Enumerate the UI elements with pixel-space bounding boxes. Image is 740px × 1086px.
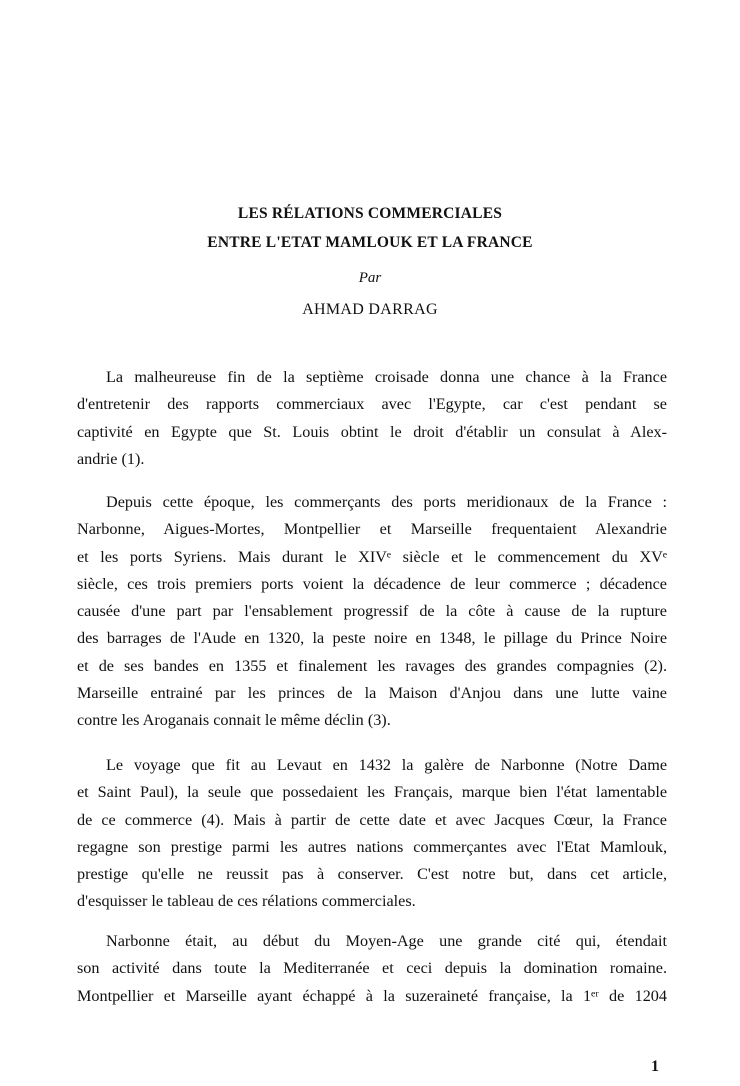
page-number: 1 <box>651 1058 659 1075</box>
text-line: de ce commerce (4). Mais à partir de cette date et avec Jacques Cœur, la France <box>77 810 667 829</box>
text-line: et Saint Paul), la seule que possedaient les Français, marque bien l'état lamentable <box>77 783 667 802</box>
text-line: Narbonne était, au début du Moyen-Age une grande cité qui, étendait <box>106 932 667 950</box>
text-line: d'esquisser le tableau de ces rélations commerciales. <box>77 892 416 911</box>
text-line: contre les Aroganais connait le même déclin (3). <box>77 711 391 730</box>
text-line: Narbonne, Aigues-Mortes, Montpellier et Marseille frequentaient Alexandrie <box>77 520 667 539</box>
text-line: d'entretenir des rapports commerciaux avec l'Egypte, car c'est pendant se <box>77 395 667 414</box>
text-line: La malheureuse fin de la septième croisade donna une chance à la France <box>106 368 667 386</box>
paragraph-4 <box>77 928 667 1010</box>
text-line: Marseille entrainé par les princes de la Maison d'Anjou dans une lutte vaine <box>77 684 667 703</box>
text-line: et les ports Syriens. Mais durant le XIVᵉ siècle et le commencement du XVᵉ <box>77 547 667 566</box>
text-line: andrie (1). <box>77 449 145 468</box>
article-title-line-2: ENTRE L'ETAT MAMLOUK ET LA FRANCE <box>207 234 533 251</box>
text-line: siècle, ces trois premiers ports voient la décadence de leur commerce ; décadence <box>77 574 667 593</box>
text-line: des barrages de l'Aude en 1320, la peste noire en 1348, le pillage du Prince Noire <box>77 629 667 648</box>
text-line: captivité en Egypte que St. Louis obtint le droit d'établir un consulat à Alex- <box>77 422 667 441</box>
text-line: Depuis cette époque, les commerçants des ports meridionaux de la France : <box>106 493 667 511</box>
paragraph-3 <box>77 752 667 916</box>
paragraph-1 <box>77 364 667 473</box>
text-line: son activité dans toute la Mediterranée et ceci depuis la domination romaine. <box>77 959 667 978</box>
author-name: AHMAD DARRAG <box>302 301 438 318</box>
text-line: Montpellier et Marseille ayant échappé à la suzeraineté française, la 1ᵉʳ de 1204 <box>77 986 667 1005</box>
text-line: prestige qu'elle ne reussit pas à conserver. C'est notre but, dans cet article, <box>77 865 667 884</box>
paragraph-2 <box>77 489 667 735</box>
text-line: regagne son prestige parmi les autres nations commerçantes avec l'Etat Mamlouk, <box>77 837 667 856</box>
text-line: Le voyage que fit au Levaut en 1432 la galère de Narbonne (Notre Dame <box>106 756 667 774</box>
text-line: et de ses bandes en 1355 et finalement les ravages des grandes compagnies (2). <box>77 656 667 675</box>
text-line: causée d'une part par l'ensablement progressif de la côte à cause de la rupture <box>77 602 667 621</box>
byline-par: Par <box>358 270 382 286</box>
article-title-line-1: LES RÉLATIONS COMMERCIALES <box>237 205 503 222</box>
